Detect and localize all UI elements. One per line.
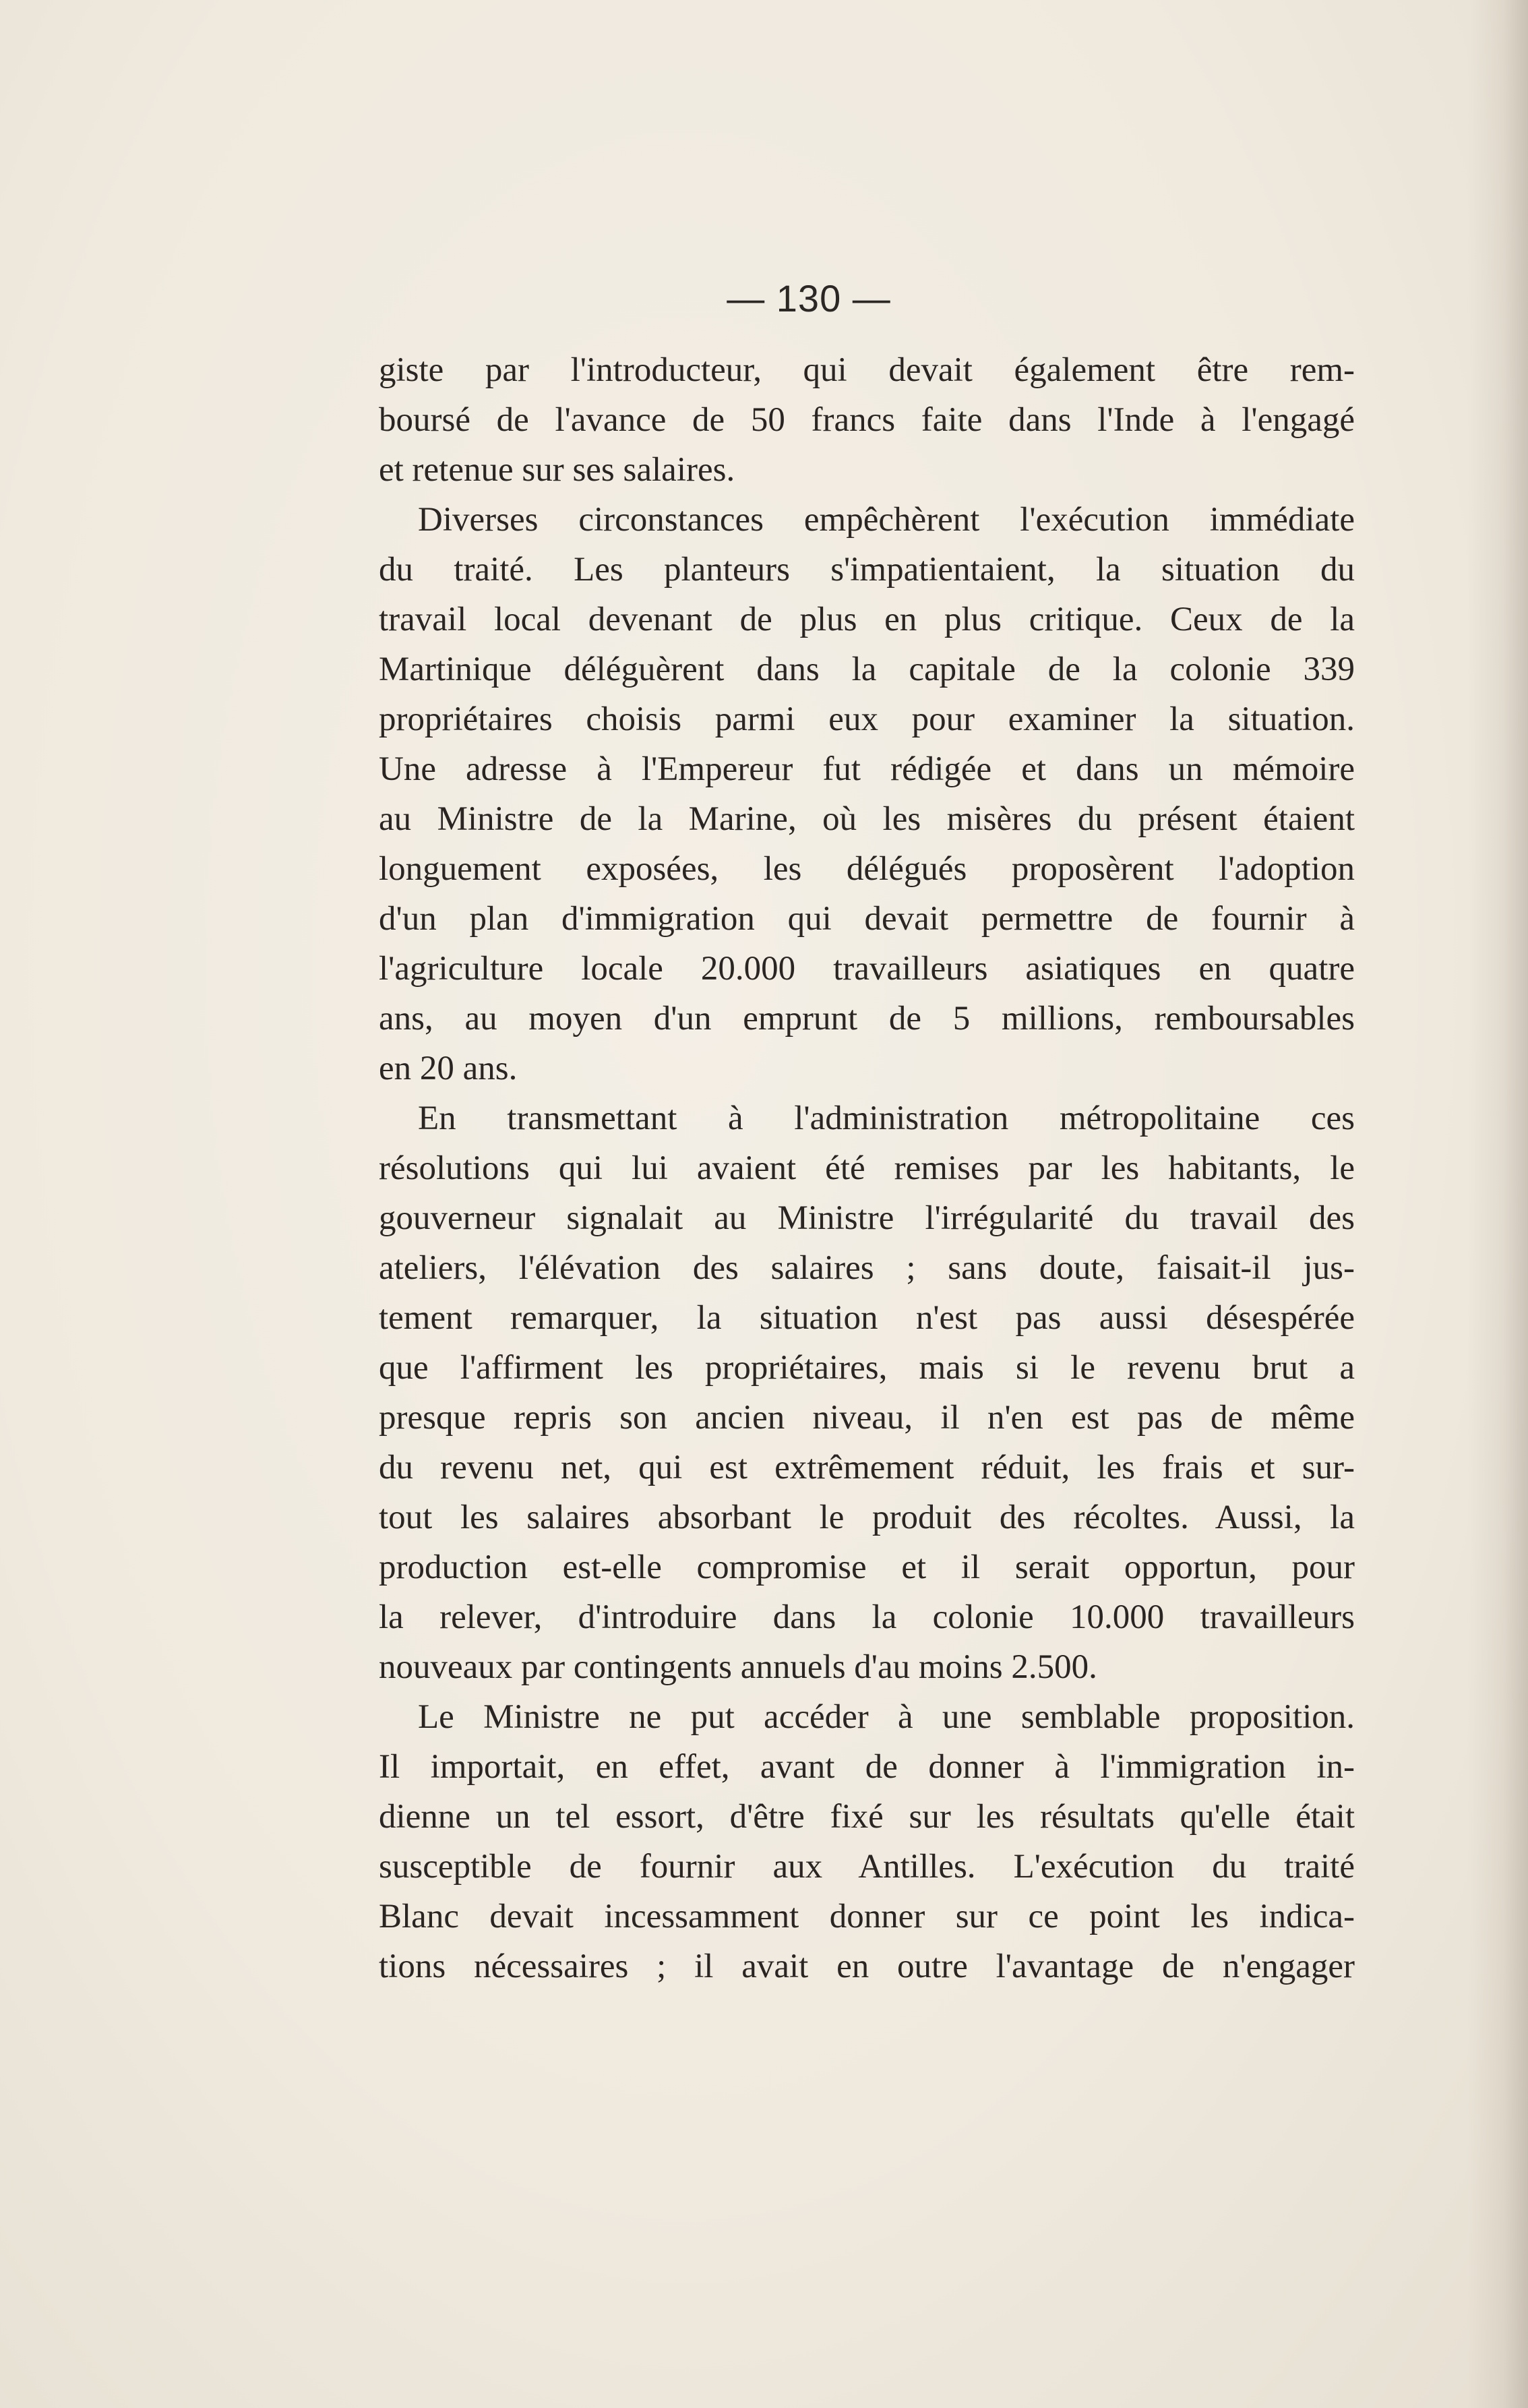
text-line: Martinique déléguèrent dans la capitale de la colonie 339 — [379, 651, 1355, 688]
text-line: Blanc devait incessamment donner sur ce point les indica- — [379, 1898, 1355, 1935]
text-line: du revenu net, qui est extrêmement réduit, les frais et sur- — [379, 1449, 1355, 1486]
page-edge-shadow — [1467, 0, 1528, 2408]
text-line: gouverneur signalait au Ministre l'irrégularité du travail des — [379, 1199, 1355, 1237]
text-line: nouveaux par contingents annuels d'au moins 2.500. — [379, 1648, 1097, 1686]
text-line: en 20 ans. — [379, 1050, 518, 1087]
text-line: Une adresse à l'Empereur fut rédigée et dans un mémoire — [379, 750, 1355, 788]
text-line: Il importait, en effet, avant de donner à l'immigration in- — [379, 1748, 1355, 1786]
text-line: du traité. Les planteurs s'impatientaient, la situation du — [379, 551, 1355, 589]
text-line: boursé de l'avance de 50 francs faite dans l'Inde à l'engagé — [379, 401, 1355, 439]
text-line: travail local devenant de plus en plus critique. Ceux de la — [379, 601, 1355, 638]
paragraph-start-line: En transmettant à l'administration métropolitaine ces — [418, 1100, 1355, 1137]
text-line: que l'affirment les propriétaires, mais si le revenu brut a — [379, 1349, 1355, 1387]
text-line: ans, au moyen d'un emprunt de 5 millions, remboursables — [379, 1000, 1355, 1037]
text-line: et retenue sur ses salaires. — [379, 451, 735, 489]
text-line: presque repris son ancien niveau, il n'en est pas de même — [379, 1399, 1355, 1437]
text-line: au Ministre de la Marine, où les misères du présent étaient — [379, 800, 1355, 838]
text-line: propriétaires choisis parmi eux pour examiner la situation. — [379, 700, 1355, 738]
text-line: susceptible de fournir aux Antilles. L'exécution du traité — [379, 1848, 1355, 1886]
page-number: — 130 — — [727, 277, 891, 320]
text-line: production est-elle compromise et il serait opportun, pour — [379, 1548, 1355, 1586]
paragraph-start-line: Diverses circonstances empêchèrent l'exécution immédiate — [418, 501, 1355, 539]
text-line: tement remarquer, la situation n'est pas aussi désespérée — [379, 1299, 1355, 1337]
text-line: l'agriculture locale 20.000 travailleurs asiatiques en quatre — [379, 950, 1355, 988]
paragraph-start-line: Le Ministre ne put accéder à une semblable proposition. — [418, 1698, 1355, 1736]
text-line: giste par l'introducteur, qui devait également être rem- — [379, 351, 1355, 389]
text-line: ateliers, l'élévation des salaires ; sans doute, faisait-il jus- — [379, 1249, 1355, 1287]
text-line: longuement exposées, les délégués proposèrent l'adoption — [379, 850, 1355, 888]
text-line: résolutions qui lui avaient été remises par les habitants, le — [379, 1149, 1355, 1187]
text-line: tions nécessaires ; il avait en outre l'avantage de n'engager — [379, 1948, 1355, 1985]
text-line: la relever, d'introduire dans la colonie 10.000 travailleurs — [379, 1598, 1355, 1636]
text-line: dienne un tel essort, d'être fixé sur les résultats qu'elle était — [379, 1798, 1355, 1836]
text-line: d'un plan d'immigration qui devait permettre de fournir à — [379, 900, 1355, 938]
body-text — [379, 345, 1355, 1991]
text-line: tout les salaires absorbant le produit des récoltes. Aussi, la — [379, 1499, 1355, 1536]
